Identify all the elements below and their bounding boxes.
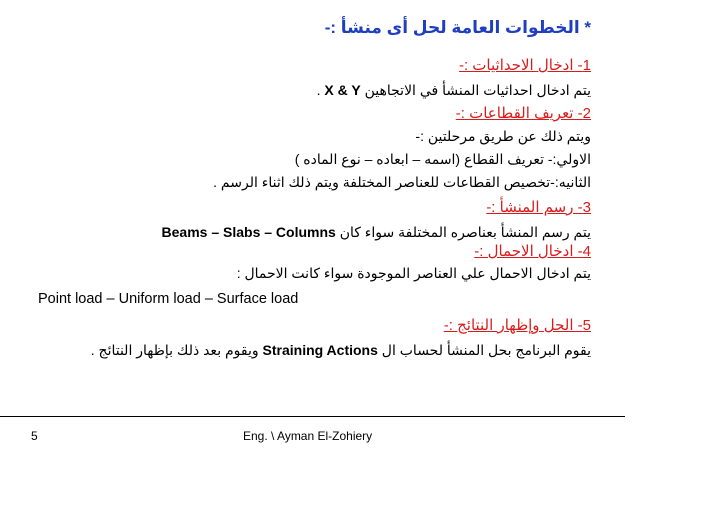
- step-1-heading: 1- ادخال الاحداثيات :-: [458, 57, 591, 74]
- page-number: 5: [31, 429, 38, 443]
- step-5-line-1-arabic-after: ويقوم بعد ذلك بإظهار النتائج .: [90, 342, 259, 358]
- step-3-heading: 3- رسم المنشأ :-: [486, 199, 591, 216]
- author-credit: Eng. \ Ayman El-Zohiery: [243, 429, 373, 443]
- step-5-line-1-arabic-before: يقوم البرنامج بحل المنشأ لحساب ال: [381, 342, 591, 358]
- step-4-line-1: يتم ادخال الاحمال علي العناصر الموجودة سواء كانت الاحمال :: [236, 265, 591, 281]
- step-2-heading: 2- تعريف القطاعات :-: [455, 105, 591, 122]
- step-1-line-1-latin: X & Y: [324, 82, 361, 98]
- step-3-line-1: [162, 224, 591, 241]
- step-5-line-1-latin: Straining Actions: [262, 342, 378, 358]
- step-2-line-1: ويتم ذلك عن طريق مرحلتين :-: [415, 128, 591, 144]
- step-1-line-1-suffix: .: [316, 82, 321, 98]
- step-4-heading: 4- ادخال الاحمال :-: [474, 243, 591, 260]
- step-3-line-1-latin: Beams – Slabs – Columns: [161, 224, 336, 240]
- step-5-line-1: [91, 342, 591, 359]
- step-2-line-2: الاولي:- تعريف القطاع (اسمه – ابعاده – نوع الماده ): [294, 151, 591, 167]
- step-4-load-types: Point load – Uniform load – Surface load: [38, 291, 299, 307]
- step-3-line-1-arabic: يتم رسم المنشأ بعناصره المختلفة سواء كان: [339, 224, 591, 240]
- step-1-line-1: [317, 82, 591, 99]
- step-1-line-1-arabic: يتم ادخال احداثيات المنشأ في الاتجاهين: [364, 82, 591, 98]
- footer-divider: [0, 416, 625, 417]
- step-5-heading: 5- الحل وإظهار النتائج :-: [443, 317, 591, 334]
- slide-title: * الخطوات العامة لحل أى منشأ :-: [324, 18, 591, 37]
- step-2-line-3: الثانيه:-تخصيص القطاعات للعناصر المختلفة ويتم ذلك اثناء الرسم .: [213, 174, 591, 190]
